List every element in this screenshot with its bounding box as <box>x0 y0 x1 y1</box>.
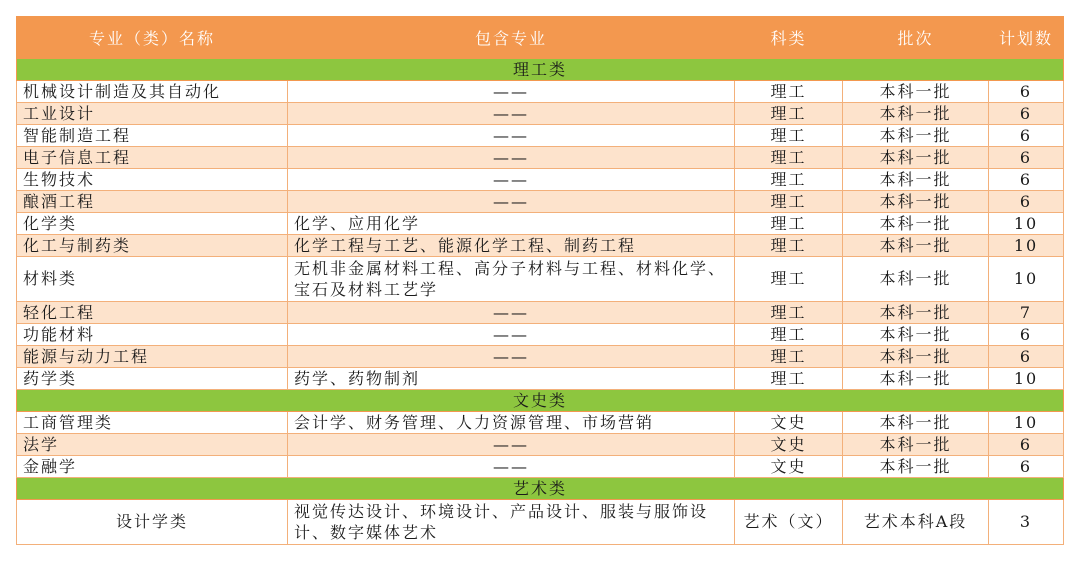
section-header-row <box>17 59 1064 81</box>
table-header-row <box>17 17 1064 59</box>
cell-category: 理工 <box>735 147 843 169</box>
cell-plan-count: 10 <box>989 368 1064 390</box>
cell-plan-count: 6 <box>989 324 1064 346</box>
cell-plan-count: 7 <box>989 302 1064 324</box>
section-header-row <box>17 390 1064 412</box>
cell-batch: 本科一批 <box>843 169 989 191</box>
table-row <box>17 235 1064 257</box>
cell-plan-count: 3 <box>989 500 1064 545</box>
cell-major-name: 电子信息工程 <box>17 147 288 169</box>
cell-category: 理工 <box>735 257 843 302</box>
section-title: 理工类 <box>17 59 1064 81</box>
enrollment-plan-table-container <box>16 16 1063 545</box>
header-major-name: 专业（类）名称 <box>17 17 288 59</box>
enrollment-plan-table <box>16 16 1064 545</box>
cell-category: 文史 <box>735 434 843 456</box>
section-title: 文史类 <box>17 390 1064 412</box>
section-title: 艺术类 <box>17 478 1064 500</box>
cell-included-majors: 药学、药物制剂 <box>288 368 735 390</box>
cell-plan-count: 6 <box>989 103 1064 125</box>
cell-included-majors: —— <box>288 456 735 478</box>
table-row <box>17 125 1064 147</box>
cell-major-name: 酿酒工程 <box>17 191 288 213</box>
cell-category: 文史 <box>735 456 843 478</box>
cell-category: 理工 <box>735 169 843 191</box>
cell-major-name: 智能制造工程 <box>17 125 288 147</box>
cell-included-majors: 化学、应用化学 <box>288 213 735 235</box>
cell-plan-count: 6 <box>989 147 1064 169</box>
table-row <box>17 191 1064 213</box>
cell-batch: 本科一批 <box>843 324 989 346</box>
cell-plan-count: 6 <box>989 81 1064 103</box>
cell-major-name: 法学 <box>17 434 288 456</box>
table-row <box>17 500 1064 545</box>
cell-major-name: 能源与动力工程 <box>17 346 288 368</box>
cell-batch: 本科一批 <box>843 368 989 390</box>
table-row <box>17 412 1064 434</box>
table-row <box>17 213 1064 235</box>
cell-batch: 本科一批 <box>843 257 989 302</box>
cell-included-majors: —— <box>288 81 735 103</box>
cell-plan-count: 6 <box>989 346 1064 368</box>
cell-included-majors: —— <box>288 147 735 169</box>
cell-plan-count: 10 <box>989 257 1064 302</box>
cell-included-majors: 视觉传达设计、环境设计、产品设计、服装与服饰设计、数字媒体艺术 <box>288 500 735 545</box>
cell-major-name: 工业设计 <box>17 103 288 125</box>
cell-batch: 本科一批 <box>843 456 989 478</box>
cell-category: 理工 <box>735 368 843 390</box>
cell-major-name: 设计学类 <box>17 500 288 545</box>
cell-included-majors: 无机非金属材料工程、高分子材料与工程、材料化学、宝石及材料工艺学 <box>288 257 735 302</box>
cell-batch: 艺术本科A段 <box>843 500 989 545</box>
cell-batch: 本科一批 <box>843 125 989 147</box>
header-category: 科类 <box>735 17 843 59</box>
header-included-majors: 包含专业 <box>288 17 735 59</box>
cell-batch: 本科一批 <box>843 346 989 368</box>
cell-plan-count: 10 <box>989 412 1064 434</box>
cell-category: 理工 <box>735 191 843 213</box>
cell-category: 理工 <box>735 324 843 346</box>
table-body <box>17 59 1064 545</box>
cell-category: 文史 <box>735 412 843 434</box>
cell-included-majors: —— <box>288 103 735 125</box>
cell-batch: 本科一批 <box>843 235 989 257</box>
header-batch: 批次 <box>843 17 989 59</box>
cell-batch: 本科一批 <box>843 434 989 456</box>
table-row <box>17 169 1064 191</box>
cell-included-majors: —— <box>288 434 735 456</box>
cell-plan-count: 6 <box>989 191 1064 213</box>
cell-major-name: 药学类 <box>17 368 288 390</box>
cell-major-name: 金融学 <box>17 456 288 478</box>
cell-plan-count: 10 <box>989 235 1064 257</box>
table-row <box>17 147 1064 169</box>
cell-batch: 本科一批 <box>843 302 989 324</box>
cell-batch: 本科一批 <box>843 81 989 103</box>
cell-included-majors: —— <box>288 125 735 147</box>
table-row <box>17 81 1064 103</box>
cell-batch: 本科一批 <box>843 213 989 235</box>
cell-included-majors: —— <box>288 169 735 191</box>
cell-category: 艺术（文） <box>735 500 843 545</box>
cell-category: 理工 <box>735 213 843 235</box>
cell-category: 理工 <box>735 103 843 125</box>
cell-plan-count: 10 <box>989 213 1064 235</box>
cell-category: 理工 <box>735 81 843 103</box>
cell-major-name: 生物技术 <box>17 169 288 191</box>
cell-category: 理工 <box>735 346 843 368</box>
table-row <box>17 103 1064 125</box>
cell-category: 理工 <box>735 235 843 257</box>
header-plan-count: 计划数 <box>989 17 1064 59</box>
section-header-row <box>17 478 1064 500</box>
cell-major-name: 化学类 <box>17 213 288 235</box>
table-row <box>17 368 1064 390</box>
cell-plan-count: 6 <box>989 434 1064 456</box>
cell-plan-count: 6 <box>989 456 1064 478</box>
cell-major-name: 机械设计制造及其自动化 <box>17 81 288 103</box>
cell-included-majors: 化学工程与工艺、能源化学工程、制药工程 <box>288 235 735 257</box>
cell-batch: 本科一批 <box>843 147 989 169</box>
cell-plan-count: 6 <box>989 125 1064 147</box>
table-row <box>17 434 1064 456</box>
table-row <box>17 302 1064 324</box>
cell-major-name: 工商管理类 <box>17 412 288 434</box>
cell-major-name: 功能材料 <box>17 324 288 346</box>
table-row <box>17 324 1064 346</box>
cell-major-name: 轻化工程 <box>17 302 288 324</box>
cell-batch: 本科一批 <box>843 103 989 125</box>
cell-batch: 本科一批 <box>843 412 989 434</box>
cell-included-majors: 会计学、财务管理、人力资源管理、市场营销 <box>288 412 735 434</box>
cell-batch: 本科一批 <box>843 191 989 213</box>
cell-included-majors: —— <box>288 302 735 324</box>
cell-included-majors: —— <box>288 346 735 368</box>
cell-category: 理工 <box>735 302 843 324</box>
table-row <box>17 456 1064 478</box>
table-row <box>17 257 1064 302</box>
cell-included-majors: —— <box>288 324 735 346</box>
cell-major-name: 材料类 <box>17 257 288 302</box>
table-row <box>17 346 1064 368</box>
cell-included-majors: —— <box>288 191 735 213</box>
cell-plan-count: 6 <box>989 169 1064 191</box>
cell-category: 理工 <box>735 125 843 147</box>
cell-major-name: 化工与制药类 <box>17 235 288 257</box>
